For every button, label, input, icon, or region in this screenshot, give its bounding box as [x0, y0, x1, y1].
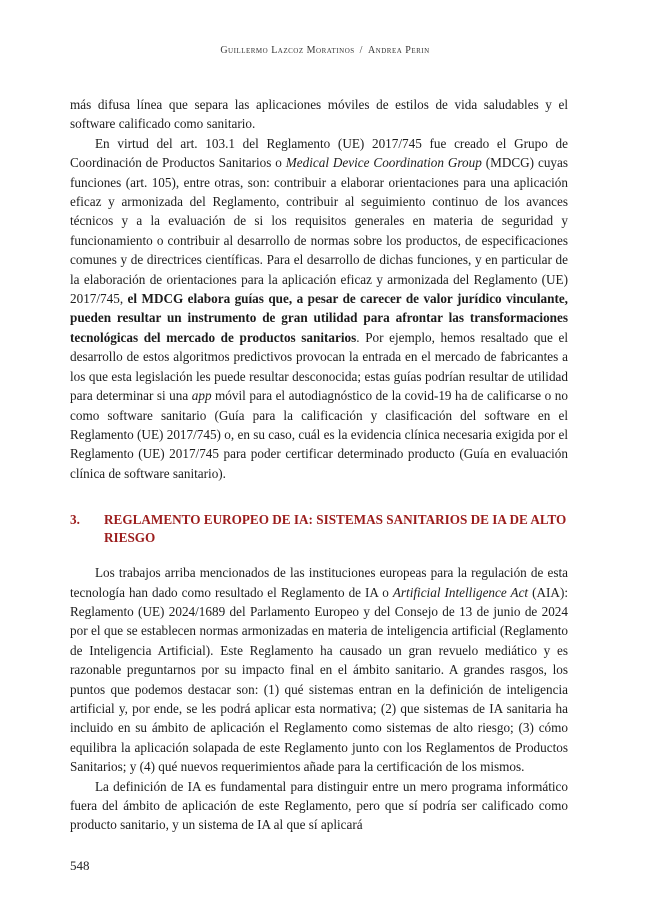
section-title: REGLAMENTO EUROPEO DE IA: SISTEMAS SANITARIOS DE IA DE ALTO RIESGO	[104, 512, 567, 546]
section-number: 3.	[70, 512, 80, 528]
bold-text: el MDCG elabora guías que, a pesar de carecer de valor jurídico vinculante, pueden resultar un instrumento de gran utilidad para afrontar las transformaciones tecnológicas del mercado de productos sanitarios	[70, 291, 568, 345]
paragraph	[70, 134, 568, 483]
paragraphs-after-section	[70, 563, 568, 835]
text-run: La definición de IA es fundamental para distinguir entre un mero programa informático fuera del ámbito de aplicación de este Reglamento, pero que sí podría ser calificado como producto sanitario, y un sistema de IA al que sí aplicará	[70, 778, 568, 833]
italic-text: app	[191, 388, 212, 404]
paragraphs-before-section	[70, 95, 568, 483]
text-run: móvil para el autodiagnóstico de la covid-19 ha de calificarse o no como software sanitario (Guía para la calificación y clasificación del software en el Reglamento (UE) 2017/745) o, en su caso, cuál es la evidencia clínica necesaria exigida por el Reglamento (UE) 2017/745 para poder certificar determinado producto (Guía en evaluación clínica de software sanitario).	[70, 388, 568, 481]
paragraph	[70, 95, 568, 134]
running-head-author-1: Guillermo Lazcoz Moratinos	[220, 45, 355, 56]
paragraph	[70, 777, 568, 835]
text-run: En virtud del art. 103.1 del Reglamento (UE) 2017/745 fue creado el Grupo de Coordinación de Productos Sanitarios o	[70, 135, 568, 171]
running-head-separator: /	[359, 45, 363, 56]
text-run: . Por ejemplo, hemos resaltado que el desarrollo de estos algoritmos predictivos provocan la entrada en el mercado de fabricantes a los que esta legislación les puede resultar desconocida; estas guías podrían resultar de utilidad para determinar si una	[70, 329, 569, 404]
paragraph	[70, 563, 568, 776]
italic-text: Medical Device Coordination Group	[285, 155, 482, 171]
text-run: (MDCG) cuyas funciones (art. 105), entre otras, son: contribuir a elaborar orientaciones para una aplicación eficaz y armonizada del Reglamento, contribuir al seguimiento continuo de los avances técnicos y a la evaluación de si los requisitos generales en materia de seguridad y funcionamiento o contribuir al desarrollo de normas sobre los productos, de especificaciones comunes y de directrices científicas. Para el desarrollo de dichas funciones, y en particular de la elaboración de orientaciones para la aplicación eficaz y armonizada del Reglamento (UE) 2017/745,	[70, 155, 568, 307]
running-head	[0, 45, 650, 56]
body-text	[70, 95, 568, 835]
section-heading	[70, 511, 568, 547]
running-head-author-2: Andrea Perin	[367, 45, 430, 56]
italic-text: Artificial Intelligence Act	[392, 584, 529, 600]
page-number: 548	[70, 858, 90, 873]
text-run: más difusa línea que separa las aplicaciones móviles de estilos de vida saludables y el software calificado como sanitario.	[70, 97, 568, 132]
text-run: Los trabajos arriba mencionados de las instituciones europeas para la regulación de esta tecnología han dado como resultado el Reglamento de IA o	[70, 565, 568, 600]
text-run: (AIA): Reglamento (UE) 2024/1689 del Parlamento Europeo y del Consejo de 13 de junio de 2024 por el que se establecen normas armonizadas en materia de inteligencia artificial (Reglamento de Inteligencia Artificial). Este Reglamento ha causado un gran revuelo mediático y es razonable preguntarnos por su impacto final en el ámbito sanitario. A grandes rasgos, los puntos que podemos destacar son: (1) qué sistemas entran en la definición de inteligencia artificial y, por ende, se les podrá aplicar esta normativa; (2) que sistemas de IA sanitaria ha incluido en su ámbito de aplicación el Reglamento como sistemas de alto riesgo; (3) cómo equilibra la aplicación solapada de este Reglamento junto con los Reglamentos de Productos Sanitarios; y (4) qué nuevos requerimientos añade para la certificación de los mismos.	[70, 584, 568, 775]
